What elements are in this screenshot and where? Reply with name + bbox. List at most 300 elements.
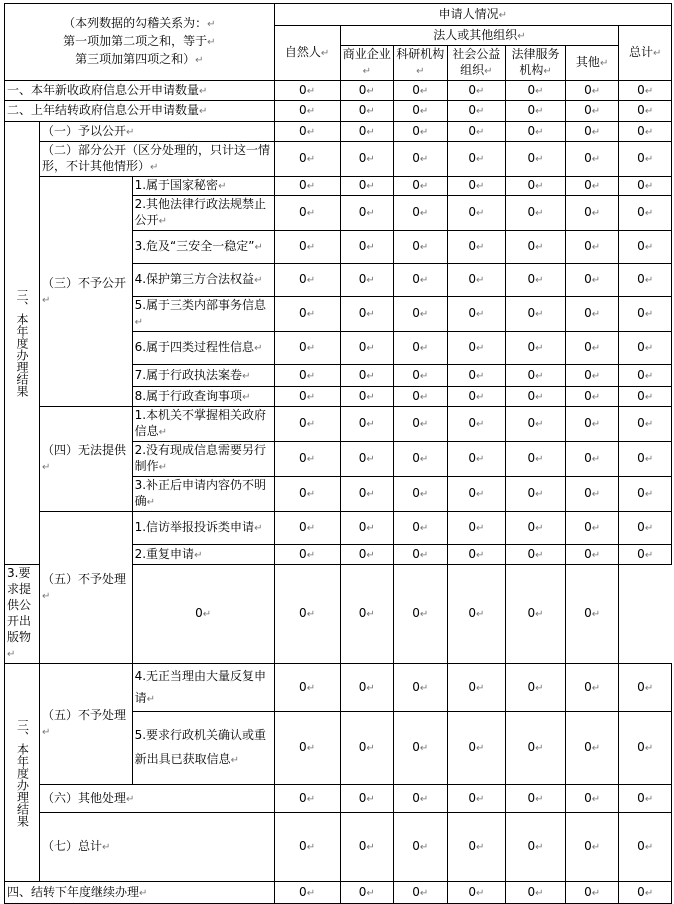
cell-value: 0 xyxy=(637,486,645,500)
cell-value: 0 xyxy=(412,520,420,534)
value-cell xyxy=(565,122,619,142)
value-cell xyxy=(274,664,340,712)
paragraph-mark-icon: ↵ xyxy=(419,106,429,117)
value-cell xyxy=(565,81,619,101)
paragraph-mark-icon: ↵ xyxy=(306,242,316,253)
cell-value: 0 xyxy=(637,306,645,320)
paragraph-mark-icon: ↵ xyxy=(475,85,485,97)
value-cell xyxy=(565,365,619,387)
paragraph-mark-icon: ↵ xyxy=(366,609,375,620)
value-cell xyxy=(394,231,448,264)
cell-value: 0 xyxy=(584,451,592,465)
cell-value: 0 xyxy=(637,451,645,465)
row-label: 3.危及“三安全一稳定”↵ xyxy=(132,231,274,264)
paragraph-mark-icon: ↵ xyxy=(475,682,485,694)
paragraph-mark-icon: ↵ xyxy=(366,309,375,320)
cell-value: 0 xyxy=(299,451,307,465)
value-cell xyxy=(274,332,340,365)
paragraph-mark-icon: ↵ xyxy=(366,419,375,430)
value-cell xyxy=(340,442,394,477)
value-cell xyxy=(274,231,340,264)
value-cell xyxy=(619,332,672,365)
value-cell xyxy=(619,387,672,407)
paragraph-mark-icon: ↵ xyxy=(366,208,375,219)
cell-value: 0 xyxy=(468,123,476,138)
value-cell xyxy=(274,545,340,565)
cell-value: 0 xyxy=(299,239,307,253)
cell-value: 0 xyxy=(299,884,307,899)
value-cell xyxy=(340,785,394,813)
table-row xyxy=(5,882,672,904)
paragraph-mark-icon: ↵ xyxy=(535,489,544,500)
applicant-situation-header: 申请人情况↵ xyxy=(274,4,671,26)
cell-value: 0 xyxy=(412,340,420,354)
paragraph-mark-icon: ↵ xyxy=(306,454,316,465)
paragraph-mark-icon: ↵ xyxy=(591,391,601,403)
row-label: 4.无正当理由大量反复申请↵ xyxy=(132,664,274,712)
cell-value: 0 xyxy=(468,272,476,286)
value-cell xyxy=(447,442,506,477)
table-row xyxy=(5,142,672,177)
paragraph-mark-icon: ↵ xyxy=(254,343,263,354)
value-cell xyxy=(506,545,566,565)
paragraph-mark-icon: ↵ xyxy=(416,66,425,77)
paragraph-mark-icon: ↵ xyxy=(535,208,544,219)
paragraph-mark-icon: ↵ xyxy=(475,126,485,138)
cell-value: 0 xyxy=(468,790,476,805)
paragraph-mark-icon: ↵ xyxy=(591,793,601,805)
paragraph-mark-icon: ↵ xyxy=(306,275,316,286)
paragraph-mark-icon: ↵ xyxy=(475,419,485,430)
cell-value: 0 xyxy=(637,103,645,117)
cell-value: 0 xyxy=(299,205,307,219)
value-cell xyxy=(565,442,619,477)
paragraph-mark-icon: ↵ xyxy=(644,743,654,754)
noproc-label: （五）不予处理↵ xyxy=(39,512,132,664)
cell-value: 0 xyxy=(299,151,307,165)
value-cell xyxy=(619,297,672,332)
value-cell xyxy=(506,813,566,882)
value-cell xyxy=(394,545,448,565)
paragraph-mark-icon: ↵ xyxy=(644,181,654,192)
cell-value: 0 xyxy=(527,606,536,620)
cell-value: 0 xyxy=(584,272,592,286)
cell-value: 0 xyxy=(584,606,592,620)
cell-value: 0 xyxy=(527,205,536,219)
value-cell xyxy=(619,196,672,231)
value-cell xyxy=(565,813,619,882)
paragraph-mark-icon: ↵ xyxy=(366,489,375,500)
paragraph-mark-icon: ↵ xyxy=(150,162,159,173)
cell-value: 0 xyxy=(468,151,476,165)
cell-value: 0 xyxy=(527,416,536,430)
paragraph-mark-icon: ↵ xyxy=(306,549,316,561)
value-cell xyxy=(447,365,506,387)
value-cell xyxy=(394,882,448,904)
value-cell xyxy=(506,122,566,142)
paragraph-mark-icon: ↵ xyxy=(419,887,429,899)
paragraph-mark-icon: ↵ xyxy=(591,682,601,694)
paragraph-mark-icon: ↵ xyxy=(644,106,654,117)
cell-value: 0 xyxy=(637,239,645,253)
paragraph-mark-icon: ↵ xyxy=(591,106,601,117)
paragraph-mark-icon: ↵ xyxy=(475,275,485,286)
paragraph-mark-icon: ↵ xyxy=(362,66,371,77)
paragraph-mark-icon: ↵ xyxy=(158,462,168,473)
row-label: 1.信访举报投诉类申请↵ xyxy=(132,512,274,545)
cell-value: 0 xyxy=(358,103,367,117)
paragraph-mark-icon: ↵ xyxy=(306,793,316,805)
value-cell xyxy=(274,813,340,882)
value-cell xyxy=(447,387,506,407)
paragraph-mark-icon: ↵ xyxy=(591,343,601,354)
value-cell xyxy=(274,442,340,477)
value-cell xyxy=(619,101,672,122)
paragraph-mark-icon: ↵ xyxy=(535,309,544,320)
paragraph-mark-icon: ↵ xyxy=(644,793,654,805)
value-cell xyxy=(274,297,340,332)
noproc-label-b: （五）不予处理↵ xyxy=(39,664,132,785)
paragraph-mark-icon: ↵ xyxy=(419,743,429,754)
cell-value: 0 xyxy=(468,884,476,899)
paragraph-mark-icon: ↵ xyxy=(517,30,526,42)
value-cell xyxy=(394,407,448,442)
value-cell xyxy=(274,512,340,545)
value-cell xyxy=(394,365,448,387)
cell-value: 0 xyxy=(584,416,592,430)
social-header: 社会公益组织↵ xyxy=(447,46,506,81)
paragraph-mark-icon: ↵ xyxy=(535,419,544,430)
paragraph-mark-icon: ↵ xyxy=(543,66,552,77)
paragraph-mark-icon: ↵ xyxy=(535,391,544,403)
value-cell xyxy=(340,231,394,264)
paragraph-mark-icon: ↵ xyxy=(591,126,601,138)
cell-value: 0 xyxy=(299,790,307,805)
paragraph-mark-icon: ↵ xyxy=(419,275,429,286)
cell-value: 0 xyxy=(412,306,420,320)
value-cell xyxy=(447,545,506,565)
paragraph-mark-icon: ↵ xyxy=(306,208,316,219)
cell-value: 0 xyxy=(358,884,367,899)
value-cell xyxy=(565,264,619,297)
paragraph-mark-icon: ↵ xyxy=(366,181,375,192)
paragraph-mark-icon: ↵ xyxy=(207,37,216,48)
paragraph-mark-icon: ↵ xyxy=(306,743,316,754)
cell-value: 0 xyxy=(412,451,420,465)
cell-value: 0 xyxy=(299,178,307,192)
value-cell xyxy=(274,785,340,813)
cell-value: 0 xyxy=(584,82,592,97)
value-cell xyxy=(340,545,394,565)
cell-value: 0 xyxy=(358,790,367,805)
value-cell xyxy=(565,142,619,177)
paragraph-mark-icon: ↵ xyxy=(599,58,609,69)
cell-value: 0 xyxy=(299,367,307,382)
paragraph-mark-icon: ↵ xyxy=(306,842,316,853)
legal-service-header: 法律服务机构↵ xyxy=(506,46,566,81)
cell-value: 0 xyxy=(637,884,645,899)
value-cell xyxy=(394,196,448,231)
table-row xyxy=(5,813,672,882)
paragraph-mark-icon: ↵ xyxy=(366,842,375,853)
paragraph-mark-icon: ↵ xyxy=(644,454,654,465)
value-cell xyxy=(447,813,506,882)
value-cell xyxy=(619,712,672,785)
paragraph-mark-icon: ↵ xyxy=(475,743,485,754)
value-cell xyxy=(394,712,448,785)
value-cell xyxy=(565,565,619,664)
paragraph-mark-icon: ↵ xyxy=(644,309,654,320)
research-header: 科研机构↵ xyxy=(394,46,448,81)
paragraph-mark-icon: ↵ xyxy=(366,391,375,403)
paragraph-mark-icon: ↵ xyxy=(475,793,485,805)
row-label: 8.属于行政查询事项↵ xyxy=(132,387,274,407)
paragraph-mark-icon: ↵ xyxy=(419,242,429,253)
cell-value: 0 xyxy=(584,679,592,694)
paragraph-mark-icon: ↵ xyxy=(535,793,544,805)
value-cell xyxy=(619,264,672,297)
table-row xyxy=(5,177,672,196)
paragraph-mark-icon: ↵ xyxy=(475,391,485,403)
value-cell xyxy=(565,785,619,813)
paragraph-mark-icon: ↵ xyxy=(306,523,316,534)
cell-value: 0 xyxy=(412,151,420,165)
paragraph-mark-icon: ↵ xyxy=(366,793,375,805)
relation-note: （本列数据的勾稽关系为：↵ 第一项加第二项之和，等于↵ 第三项加第四项之和）↵ xyxy=(5,4,275,81)
paragraph-mark-icon: ↵ xyxy=(419,523,429,534)
paragraph-mark-icon: ↵ xyxy=(644,489,654,500)
cell-value: 0 xyxy=(299,546,307,561)
cell-value: 0 xyxy=(527,239,536,253)
value-cell xyxy=(619,882,672,904)
value-cell xyxy=(447,122,506,142)
paragraph-mark-icon: ↵ xyxy=(218,181,227,192)
paragraph-mark-icon: ↵ xyxy=(475,454,485,465)
cell-value: 0 xyxy=(412,679,420,694)
value-cell xyxy=(394,142,448,177)
paragraph-mark-icon: ↵ xyxy=(535,609,544,620)
paragraph-mark-icon: ↵ xyxy=(102,842,111,853)
value-cell xyxy=(340,387,394,407)
value-cell xyxy=(394,512,448,545)
value-cell xyxy=(506,664,566,712)
value-cell xyxy=(447,264,506,297)
value-cell xyxy=(619,785,672,813)
paragraph-mark-icon: ↵ xyxy=(134,317,143,328)
value-cell xyxy=(340,664,394,712)
value-cell xyxy=(506,196,566,231)
paragraph-mark-icon: ↵ xyxy=(644,242,654,253)
paragraph-mark-icon: ↵ xyxy=(419,419,429,430)
paragraph-mark-icon: ↵ xyxy=(644,549,654,561)
paragraph-mark-icon: ↵ xyxy=(199,85,208,97)
paragraph-mark-icon: ↵ xyxy=(591,523,601,534)
paragraph-mark-icon: ↵ xyxy=(366,682,375,694)
cell-value: 0 xyxy=(637,82,645,97)
value-cell xyxy=(447,196,506,231)
paragraph-mark-icon: ↵ xyxy=(366,454,375,465)
cell-value: 0 xyxy=(527,367,536,382)
paragraph-mark-icon: ↵ xyxy=(644,842,654,853)
paragraph-mark-icon: ↵ xyxy=(366,549,375,561)
value-cell xyxy=(340,81,394,101)
value-cell xyxy=(565,407,619,442)
paragraph-mark-icon: ↵ xyxy=(366,743,375,754)
cell-value: 0 xyxy=(637,340,645,354)
cell-value: 0 xyxy=(527,82,536,97)
table-row xyxy=(5,101,672,122)
paragraph-mark-icon: ↵ xyxy=(195,55,204,66)
value-cell xyxy=(506,477,566,512)
value-cell xyxy=(506,297,566,332)
cell-value: 0 xyxy=(527,486,536,500)
row-label: 7.属于行政执法案卷↵ xyxy=(132,365,274,387)
value-cell xyxy=(506,332,566,365)
cell-value: 0 xyxy=(468,520,476,534)
paragraph-mark-icon: ↵ xyxy=(535,842,544,853)
row-label: 2.没有现成信息需要另行制作↵ xyxy=(132,442,274,477)
paragraph-mark-icon: ↵ xyxy=(475,181,485,192)
cell-value: 0 xyxy=(468,340,476,354)
paragraph-mark-icon: ↵ xyxy=(419,454,429,465)
value-cell xyxy=(565,882,619,904)
cell-value: 0 xyxy=(468,606,476,620)
value-cell xyxy=(274,565,340,664)
paragraph-mark-icon: ↵ xyxy=(306,309,316,320)
value-cell xyxy=(340,332,394,365)
value-cell xyxy=(274,81,340,101)
cell-value: 0 xyxy=(527,839,536,853)
value-cell xyxy=(340,177,394,196)
table-row xyxy=(5,81,672,101)
paragraph-mark-icon: ↵ xyxy=(535,275,544,286)
value-cell xyxy=(340,264,394,297)
value-cell xyxy=(565,297,619,332)
cell-value: 0 xyxy=(412,606,420,620)
value-cell xyxy=(394,81,448,101)
cell-value: 0 xyxy=(412,272,420,286)
value-cell xyxy=(340,813,394,882)
report-table xyxy=(4,3,672,904)
cell-value: 0 xyxy=(358,416,367,430)
paragraph-mark-icon: ↵ xyxy=(535,106,544,117)
cell-value: 0 xyxy=(412,740,420,754)
paragraph-mark-icon: ↵ xyxy=(591,309,601,320)
value-cell xyxy=(340,142,394,177)
table-row xyxy=(5,785,672,813)
cell-value: 0 xyxy=(358,178,367,192)
value-cell xyxy=(565,545,619,565)
table-row xyxy=(5,122,672,142)
paragraph-mark-icon: ↵ xyxy=(591,887,601,899)
paragraph-mark-icon: ↵ xyxy=(475,154,485,165)
cell-value: 0 xyxy=(412,790,420,805)
paragraph-mark-icon: ↵ xyxy=(644,391,654,403)
paragraph-mark-icon: ↵ xyxy=(419,370,429,382)
cell-value: 0 xyxy=(358,205,367,219)
paragraph-mark-icon: ↵ xyxy=(535,343,544,354)
paragraph-mark-icon: ↵ xyxy=(591,454,601,465)
paragraph-mark-icon: ↵ xyxy=(199,106,208,117)
value-cell xyxy=(340,365,394,387)
value-cell xyxy=(274,407,340,442)
paragraph-mark-icon: ↵ xyxy=(419,343,429,354)
paragraph-mark-icon: ↵ xyxy=(419,208,429,219)
value-cell xyxy=(619,122,672,142)
paragraph-mark-icon: ↵ xyxy=(366,242,375,253)
paragraph-mark-icon: ↵ xyxy=(7,649,16,660)
paragraph-mark-icon: ↵ xyxy=(366,370,375,382)
paragraph-mark-icon: ↵ xyxy=(419,549,429,561)
paragraph-mark-icon: ↵ xyxy=(644,208,654,219)
paragraph-mark-icon: ↵ xyxy=(242,370,251,382)
cell-value: 0 xyxy=(527,151,536,165)
paragraph-mark-icon: ↵ xyxy=(419,793,429,805)
cell-value: 0 xyxy=(468,451,476,465)
cell-value: 0 xyxy=(468,388,476,403)
row-label: 四、结转下年度继续办理↵ xyxy=(5,882,275,904)
cell-value: 0 xyxy=(358,606,367,620)
cell-value: 0 xyxy=(637,178,645,192)
paragraph-mark-icon: ↵ xyxy=(419,842,429,853)
cell-value: 0 xyxy=(358,340,367,354)
paragraph-mark-icon: ↵ xyxy=(591,181,601,192)
cell-value: 0 xyxy=(468,546,476,561)
value-cell xyxy=(565,196,619,231)
cell-value: 0 xyxy=(527,103,536,117)
value-cell xyxy=(447,512,506,545)
value-cell xyxy=(565,712,619,785)
commercial-header: 商业企业↵ xyxy=(340,46,394,81)
paragraph-mark-icon: ↵ xyxy=(535,242,544,253)
row-label: 5.要求行政机关确认或重新出具已获取信息↵ xyxy=(132,712,274,785)
value-cell xyxy=(394,177,448,196)
value-cell xyxy=(506,264,566,297)
paragraph-mark-icon: ↵ xyxy=(535,126,544,138)
cell-value: 0 xyxy=(299,306,307,320)
paragraph-mark-icon: ↵ xyxy=(591,242,601,253)
cell-value: 0 xyxy=(358,151,367,165)
paragraph-mark-icon: ↵ xyxy=(306,419,316,430)
cell-value: 0 xyxy=(412,486,420,500)
value-cell xyxy=(447,142,506,177)
cell-value: 0 xyxy=(637,388,645,403)
cell-value: 0 xyxy=(637,272,645,286)
paragraph-mark-icon: ↵ xyxy=(366,343,375,354)
paragraph-mark-icon: ↵ xyxy=(591,743,601,754)
value-cell xyxy=(619,407,672,442)
value-cell xyxy=(274,387,340,407)
value-cell xyxy=(340,712,394,785)
total-header: 总计↵ xyxy=(619,26,672,81)
cell-value: 0 xyxy=(527,451,536,465)
paragraph-mark-icon: ↵ xyxy=(535,682,544,694)
value-cell xyxy=(394,785,448,813)
value-cell xyxy=(619,477,672,512)
row-label: 5.属于三类内部事务信息↵ xyxy=(132,297,274,332)
cell-value: 0 xyxy=(527,679,536,694)
paragraph-mark-icon: ↵ xyxy=(644,682,654,694)
value-cell xyxy=(394,813,448,882)
paragraph-mark-icon: ↵ xyxy=(419,181,429,192)
cell-value: 0 xyxy=(299,839,307,853)
cell-value: 0 xyxy=(358,82,367,97)
cell-value: 0 xyxy=(584,205,592,219)
paragraph-mark-icon: ↵ xyxy=(306,609,316,620)
paragraph-mark-icon: ↵ xyxy=(419,154,429,165)
value-cell xyxy=(394,264,448,297)
paragraph-mark-icon: ↵ xyxy=(535,370,544,382)
